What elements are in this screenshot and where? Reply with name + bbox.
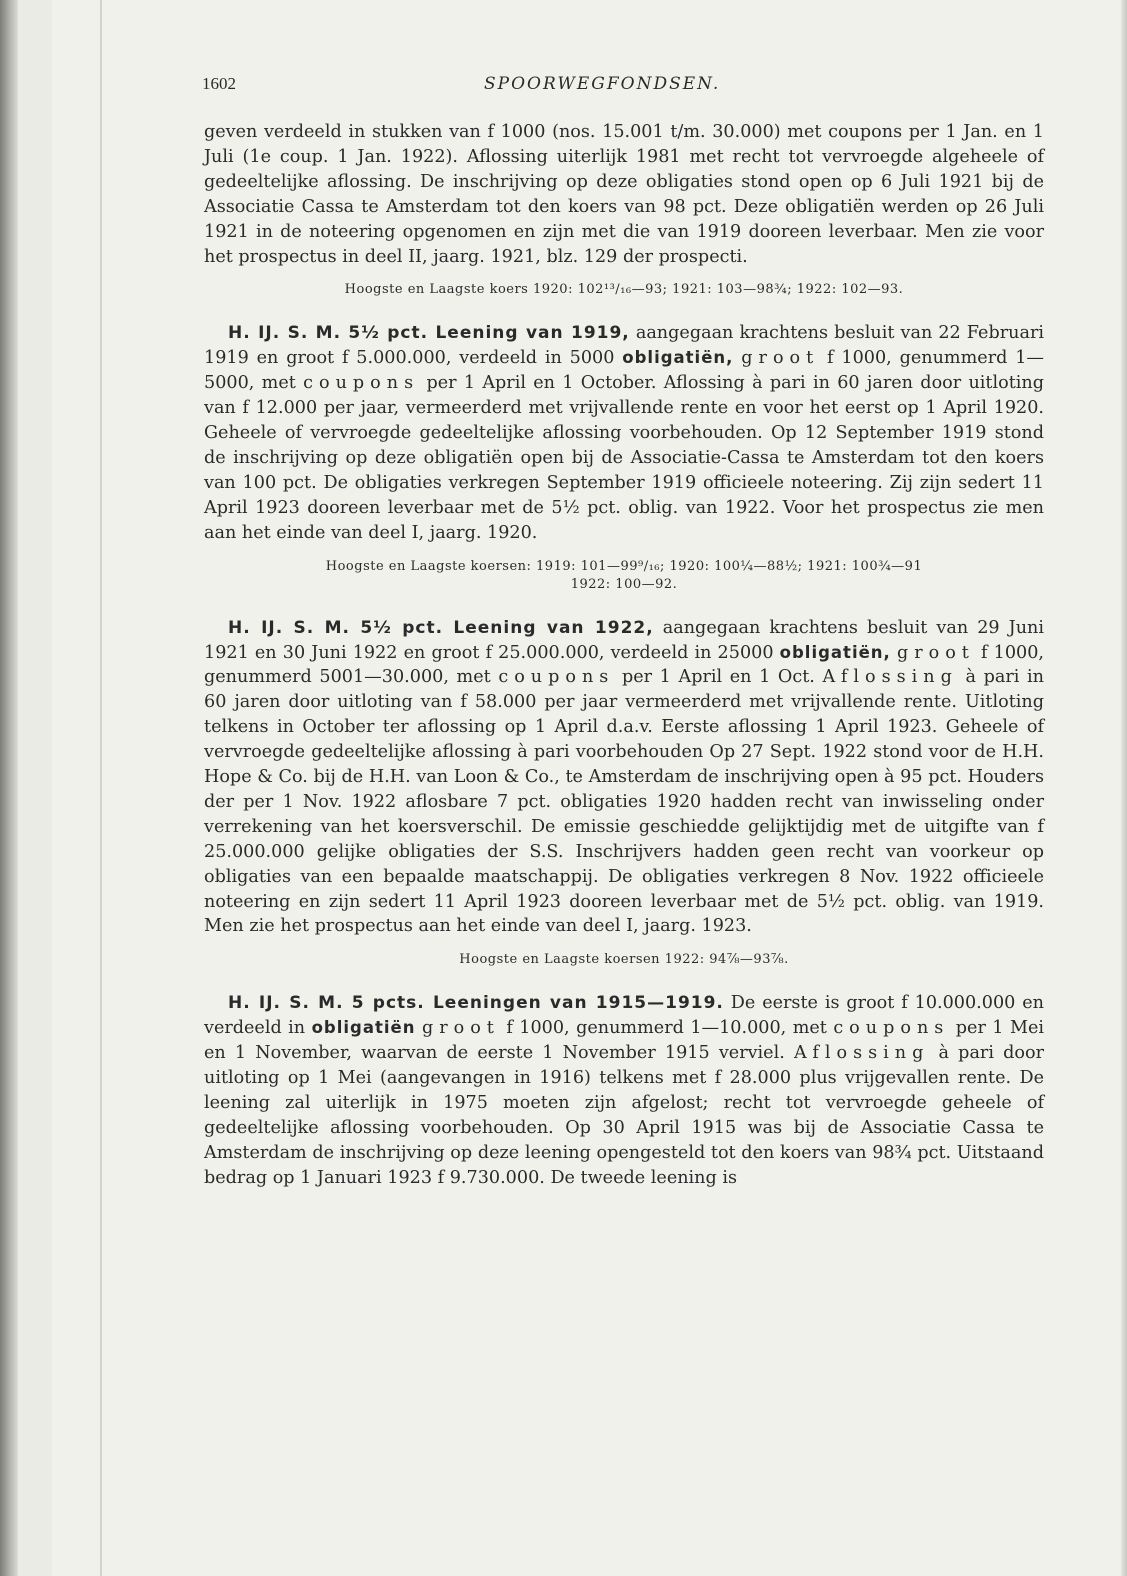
page-fold [100,0,102,1576]
entry-text: aangegaan krachtens besluit van 29 Juni 1921 en 30 Juni 1922 en groot f 25.000.000, verdeeld in 25000 [204,617,1044,663]
running-head [202,72,1047,96]
bold-term: obligatiën [311,1018,416,1038]
price-quote-line: 1922: 100—92. [570,576,678,592]
price-quote: Hoogste en Laagste koers 1920: 102¹³/₁₆—93; 1921: 103—98¾; 1922: 102—93. [344,282,904,298]
spaced-term: groot [421,1018,500,1039]
spaced-term: coupons [833,1018,950,1039]
bold-term: obligatiën, [779,642,891,662]
entry-heading: H. IJ. S. M. 5½ pct. Leening van 1922, [228,617,654,638]
price-quote: Hoogste en Laagste koersen 1922: 94⅞—93⅞. [459,952,789,968]
page-edge [1121,0,1127,1576]
entry-heading: H. IJ. S. M. 5½ pct. Leening van 1919, [228,323,630,344]
entry-loan-1919: H. IJ. S. M. 5½ pct. Leening van 1919, aangegaan krachtens besluit van 22 Februari 1919 en groot f 5.000.000, verdeeld in 5000 obligatiën, groot f 1000, genummerd 1—5000, met coupons per 1 April en 1 October. Aflossing à pari in 60 jaren door uitloting van f 12.000 per jaar, vermeerderd met vrijvallende rente en voor het eerst op 1 April 1920. Geheele of vervroegde gedeeltelijke aflossing voorbehouden. Op 12 September 1919 stond de inschrijving op deze obligatiën open bij de Associatie-Cassa te Amsterdam tot den koers van 100 pct. De obligaties verkregen September 1919 officieele noteering. Zij zijn sedert 11 April 1923 dooreen leverbaar met de 5½ pct. oblig. van 1922. Voor het prospectus zie men aan het einde van deel I, jaarg. 1920. [204,323,1045,543]
entry-heading: H. IJ. S. M. 5 pcts. Leeningen van 1915—1919. [228,993,724,1014]
price-quote [204,558,1044,594]
price-quote-line: Hoogste en Laagste koersen: 1919: 101—99⁹/₁₆; 1920: 100¼—88½; 1921: 100¾—91 [325,558,923,574]
entry-text: De eerste is groot f 10.000.000 en verdeeld in [204,993,1044,1039]
bold-term: obligatiën, [622,348,734,368]
page-number: 1602 [202,74,236,93]
spaced-term: coupons [498,667,615,688]
spaced-term: groot [896,642,975,663]
running-title: SPOORWEGFONDSEN. [484,74,721,94]
entry-loans-1915-1919: H. IJ. S. M. 5 pcts. Leeningen van 1915—1919. De eerste is groot f 10.000.000 en verdeeld in obligatiën groot f 1000, genummerd 1—10.000, met coupons per 1 Mei en 1 November, waarvan de eerste 1 November 1915 verviel. Aflossing à pari door uitloting op 1 Mei (aangevangen in 1916) telkens met f 28.000 plus vrijgevallen rente. De leening zal uiterlijk in 1975 moeten zijn afgelost; recht tot vervroegde geheele of gedeeltelijke aflossing voorbehouden. Op 30 April 1915 was bij de Associatie Cassa te Amsterdam de inschrijving op deze leening opengesteld tot den koers van 98¾ pct. Uitstaand bedrag op 1 Januari 1923 f 9.730.000. De tweede leening is [204,993,1044,1188]
entry-text: aangegaan krachtens besluit van 22 Februari 1919 en groot f 5.000.000, verdeeld in 5000 [204,323,1044,369]
spaced-term: coupons [303,373,420,394]
spaced-term: Aflossing [822,667,958,688]
page-body [204,120,1044,1191]
entry-loan-1922: H. IJ. S. M. 5½ pct. Leening van 1922, aangegaan krachtens besluit van 29 Juni 1921 en 30 Juni 1922 en groot f 25.000.000, verdeeld in 25000 obligatiën, groot f 1000, genummerd 5001—30.000, met coupons per 1 April en 1 Oct. Aflossing à pari in 60 jaren door uitloting van f 58.000 per jaar vermeerderd met vrijvallende rente. Uitloting telkens in October ter aflossing op 1 April d.a.v. Eerste aflossing 1 April 1923. Geheele of vervroegde gedeeltelijke aflossing à pari voorbehouden Op 27 Sept. 1922 stond voor de H.H. Hope & Co. bij de H.H. van Loon & Co., te Amsterdam de inschrijving open à 95 pct. Houders der per 1 Nov. 1922 aflosbare 7 pct. obligaties 1920 hadden recht van inwisseling onder verrekening van het koersverschil. De emissie geschiedde gelijktijdig met de uitgifte van f 25.000.000 gelijke obligaties der S.S. Inschrijvers hadden geen recht van voorkeur op obligaties van een bepaalde maatschappij. De obligaties verkregen 8 Nov. 1922 officieele noteering en zijn sedert 11 April 1923 dooreen leverbaar met de 5½ pct. oblig. van 1919. Men zie het prospectus aan het einde van deel I, jaarg. 1923. [204,617,1044,937]
intro-paragraph: geven verdeeld in stukken van f 1000 (nos. 15.001 t/m. 30.000) met coupons per 1 Jan. en 1 Juli (1e coup. 1 Jan. 1922). Aflossing uiterlijk 1981 met recht tot vervroegde algeheele of gedeeltelijke aflossing. De inschrijving op deze obligaties stond open op 6 Juli 1921 bij de Associatie Cassa te Amsterdam tot den koers van 98 pct. Deze obligatiën werden op 26 Juli 1921 in de noteering opgenomen en zijn met die van 1919 dooreen leverbaar. Men zie voor het prospectus in deel II, jaarg. 1921, blz. 129 der prospecti. [204,122,1044,267]
spaced-term: Aflossing [793,1043,930,1064]
book-binding [0,0,18,1576]
spaced-term: groot [741,348,820,369]
